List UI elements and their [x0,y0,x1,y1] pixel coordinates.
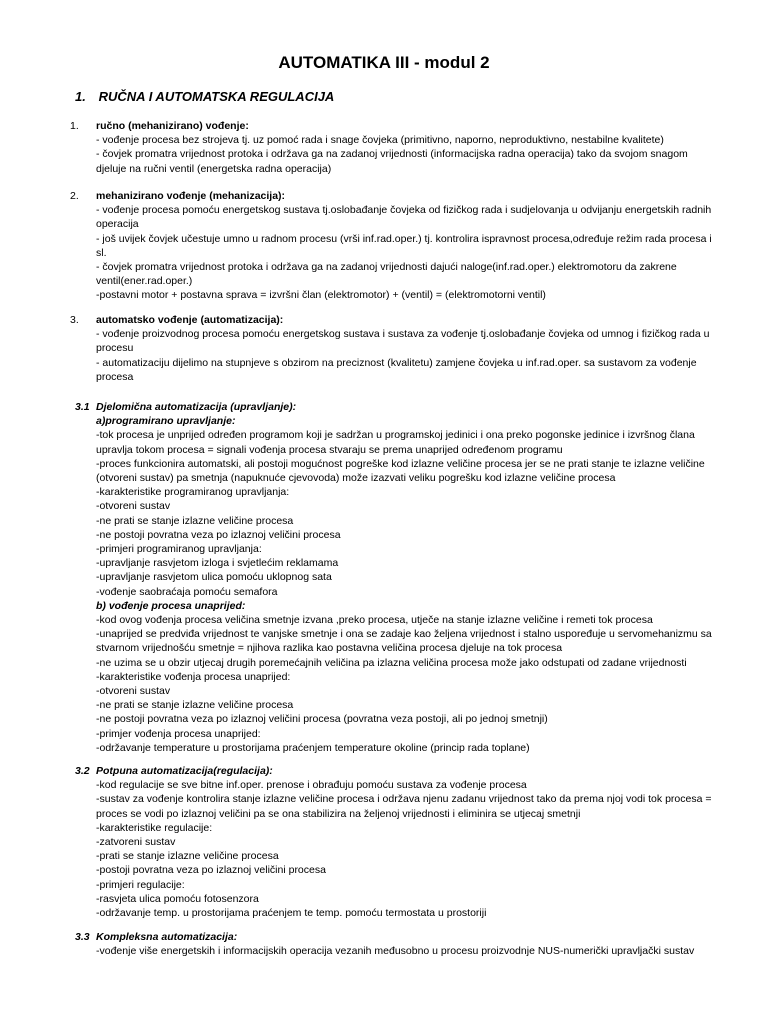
text-line: djeluje na ručni ventil (energetska radna operacija) [96,162,332,175]
section-heading: ručno (mehanizirano) vođenje: [96,120,249,132]
text-line: procesu [96,342,134,355]
text-line: -primjer vođenja procesa unaprijed: [96,727,261,740]
text-line: (otvoreni sustav) pa smetnja (napuknuće cjevovoda) može izazvati veliku pogrešku kod izlazne veličine procesa [96,472,616,485]
text-line: - vođenje procesa bez strojeva tj. uz pomoć rada i snage čovjeka (primitivno, naporno, neproduktivno, nestabilne kvalitete) [96,134,664,147]
sub-heading-line: a)programirano upravljanje: [96,415,236,428]
chapter-title: RUČNA I AUTOMATSKA REGULACIJA [98,89,335,104]
text-line: stvarnom vrijednošću smetnje = njihova razlika kao postavna veličina procesa djeluje na tok procesa [96,642,563,655]
text-line: operacija [96,218,139,231]
section-heading: automatsko vođenje (automatizacija): [96,314,284,326]
text-line: -karakteristike vođenja procesa unaprijed: [96,670,291,683]
text-line: -tok procesa je unprijed određen programom koji je sadržan u programskoj jedinici i ona preko pogonske jedinice i izvršnog člana [96,429,695,442]
text-line: -rasvjeta ulica pomoću fotosenzora [96,892,259,905]
text-line: -zatvoreni sustav [96,836,176,849]
subsection-3-2 [75,764,730,920]
subsection-3-3 [75,930,730,958]
text-line: -prati se stanje izlazne veličine procesa [96,850,279,863]
section-2 [70,189,730,303]
text-line: - čovjek promatra vrijednost protoka i održava ga na zadanoj vrijednosti (informacijska radna operacija) tako da svojom snagom [96,148,688,161]
text-line: - čovjek promatra vrijednost protoka i održava ga na zadanoj vrijednosti dajući naloge(inf.rad.oper.) elektromotoru da zakrene [96,261,677,274]
section-number: 2. [70,190,79,202]
subsection-heading: Potpuna automatizacija(regulacija): [96,765,273,777]
subsection-lines [96,414,730,755]
text-line: -upravljanje rasvjetom ulica pomoću uklopnog sata [96,571,332,584]
text-line: procesa [96,370,134,383]
section-heading: mehanizirano vođenje (mehanizacija): [96,190,286,202]
subsection-number: 3.1 [75,401,90,413]
text-line: -upravljanje rasvjetom izloga i svjetlećim reklamama [96,557,339,570]
subsection-lines [96,944,730,958]
section-number: 3. [70,314,79,326]
text-line: sl. [96,246,107,259]
text-line: -otvoreni sustav [96,685,171,698]
text-line: -otvoreni sustav [96,500,171,513]
subsection-number: 3.3 [75,931,90,943]
text-line: - automatizaciju dijelimo na stupnjeve s obzirom na preciznost (kvalitetu) zamjene čovjeka u inf.rad.oper. sa sustavom za vođenje [96,356,697,369]
text-line: -ne prati se stanje izlazne veličine procesa [96,514,294,527]
subsection-heading: Djelomična automatizacija (upravljanje): [96,401,297,413]
text-line: -održavanje temp. u prostorijama praćenjem te temp. pomoću termostata u prostoriji [96,907,487,920]
text-line: -primjeri regulacije: [96,878,185,891]
subsection-lines [96,778,730,920]
text-line: ventil(ener.rad.oper.) [96,275,193,288]
section-number: 1. [70,120,79,132]
text-line: - vođenje proizvodnog procesa pomoću energetskog sustava i sustava za vođenje tj.oslobađanje čovjeka od umnog i fizičkog rada u [96,328,710,341]
text-line: - još uvijek čovjek učestuje umno u radnom procesu (vrši inf.rad.oper.) tj. kontrolira ispravnost procesa,određuje režim rada procesa i [96,232,712,245]
text-line: -ne prati se stanje izlazne veličine procesa [96,699,294,712]
text-line: -karakteristike regulacije: [96,821,213,834]
subsection-number: 3.2 [75,765,90,777]
text-line: -kod regulacije se sve bitne inf.oper. prenose i obrađuju pomoću sustava za vođenje procesa [96,779,527,792]
text-line: proces se vodi po izlaznoj veličini pa se ona stabilizira na željenoj vrijednosti i eliminira se utjecaj smetnji [96,807,581,820]
text-line: -postoji povratna veza po izlaznoj veličini procesa [96,864,326,877]
text-line: -karakteristike programiranog upravljanja: [96,486,290,499]
section-3 [70,313,730,384]
text-line: -ne postoji povratna veza po izlaznoj veličini procesa (povratna veza postoji, ali po jednoj smetnji) [96,713,548,726]
text-line: - vođenje procesa pomoću energetskog sustava tj.oslobađanje čovjeka od fizičkog rada i sudjelovanja u odvijanju energetskih radnih [96,204,712,217]
chapter-heading [75,89,334,104]
text-line: upravlja tokom procesa = signali vođenja procesa stvaraju se prema unaprijed određenom programu [96,443,563,456]
sub-heading-line: b) vođenje procesa unaprijed: [96,599,246,612]
text-line: -kod ovog vođenja procesa veličina smetnje izvana ,preko procesa, utječe na stanje izlazne veličine i remeti tok procesa [96,614,653,627]
text-line: -sustav za vođenje kontrolira stanje izlazne veličine procesa i održava njenu zadanu vrijednost tako da prema njoj vodi tok procesa = [96,793,712,806]
text-line: -primjeri programiranog upravljanja: [96,543,262,556]
document-title: AUTOMATIKA III - modul 2 [278,53,490,72]
text-line: -vođenje više energetskih i informacijskih operacija vezanih međusobno u procesu proizvodnje NUS-numerički upravljački sustav [96,945,695,958]
text-line: -održavanje temperature u prostorijama praćenjem temperature okoline (princip rada toplane) [96,741,530,754]
text-line: -ne postoji povratna veza po izlaznoj veličini procesa [96,528,341,541]
text-line: -proces funkcionira automatski, ali postoji mogućnost pogreške kod izlazne veličine procesa jer se ne prati stanje te izlazne veličine [96,457,705,470]
text-line: -unaprijed se predviđa vrijednost te vanjske smetnje i ona se zadaje kao željena vrijednost i stalno uspoređuje u servomehanizmu sa [96,628,712,641]
section-1 [70,119,730,176]
subsection-3-1 [75,400,730,755]
subsection-heading: Kompleksna automatizacija: [96,931,238,943]
chapter-number: 1. [75,89,86,104]
text-line: -postavni motor + postavna sprava = izvršni član (elektromotor) + (ventil) = (elektromotorni ventil) [96,289,546,302]
text-line: -ne uzima se u obzir utjecaj drugih poremećajnih veličina pa izlazna veličina procesa može jako odstupati od zadane vrijednosti [96,656,687,669]
text-line: -vođenje saobraćaja pomoću semafora [96,585,278,598]
